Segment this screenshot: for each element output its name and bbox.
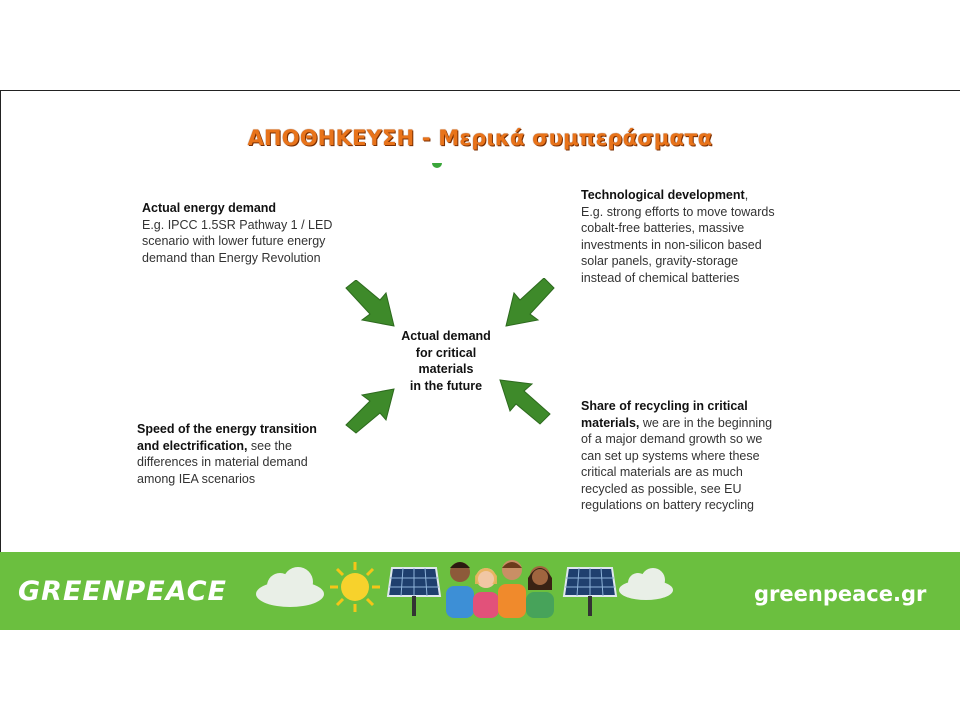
transition-speed-line: differences in material demand xyxy=(137,455,308,469)
transition-speed-line: among IEA scenarios xyxy=(137,471,256,486)
people-illustration xyxy=(440,556,562,618)
recycling-line: of a major demand growth so we xyxy=(581,432,763,446)
tech-development-line: solar panels, gravity-storage xyxy=(581,254,739,268)
transition-speed-line: see the xyxy=(247,438,292,453)
arrow-down-left-icon xyxy=(500,278,560,330)
transition-speed-block xyxy=(137,421,357,487)
tech-development-line: E.g. strong efforts to move towards xyxy=(581,204,775,219)
tech-development-line: investments in non-silicon based xyxy=(581,237,762,252)
tech-development-block xyxy=(581,187,821,286)
cloud-icon xyxy=(252,564,328,610)
energy-demand-line: scenario with lower future energy xyxy=(142,234,326,248)
center-label-line: in the future xyxy=(409,378,483,393)
solar-panel-icon xyxy=(386,566,442,616)
recycling-heading: Share of recycling in critical xyxy=(581,399,748,413)
recycling-line: regulations on battery recycling xyxy=(581,498,755,512)
energy-demand-heading: Actual energy demand xyxy=(142,201,277,215)
recycling-heading: materials, xyxy=(581,415,640,430)
tech-development-heading-suffix: , xyxy=(744,188,749,202)
transition-speed-heading: and electrification, xyxy=(137,438,248,453)
transition-speed-heading: Speed of the energy transition xyxy=(137,422,317,436)
center-label xyxy=(382,328,510,394)
slide-title: ΑΠΟΘΗΚΕΥΣΗ - Μερικά συμπεράσματα xyxy=(247,126,713,150)
greenpeace-logo: GREENPEACE xyxy=(18,576,227,607)
sun-icon xyxy=(328,560,382,614)
center-label-line: materials xyxy=(418,362,474,376)
recycling-share-block xyxy=(581,398,811,514)
energy-demand-line: demand than Energy Revolution xyxy=(142,250,321,265)
tech-development-line: instead of chemical batteries xyxy=(581,270,740,285)
arrow-down-right-icon xyxy=(340,280,400,330)
solar-panel-icon xyxy=(562,566,618,616)
recycling-line: critical materials are as much xyxy=(581,465,743,479)
recycling-line: we are in the beginning xyxy=(639,415,773,430)
arrow-up-left-icon xyxy=(496,378,556,428)
greenpeace-url: greenpeace.gr xyxy=(754,582,927,606)
cloud-icon xyxy=(616,566,676,602)
tech-development-line: cobalt-free batteries, massive xyxy=(581,221,745,235)
recycling-line: recycled as possible, see EU xyxy=(581,481,742,496)
center-label-line: Actual demand xyxy=(401,329,491,343)
tech-development-heading: Technological development xyxy=(581,188,745,202)
arrow-up-right-icon xyxy=(340,385,400,435)
energy-demand-line: E.g. IPCC 1.5SR Pathway 1 / LED xyxy=(142,217,333,232)
recycling-line: can set up systems where these xyxy=(581,448,760,463)
center-label-line: for critical xyxy=(415,345,477,360)
energy-demand-block xyxy=(142,200,382,266)
